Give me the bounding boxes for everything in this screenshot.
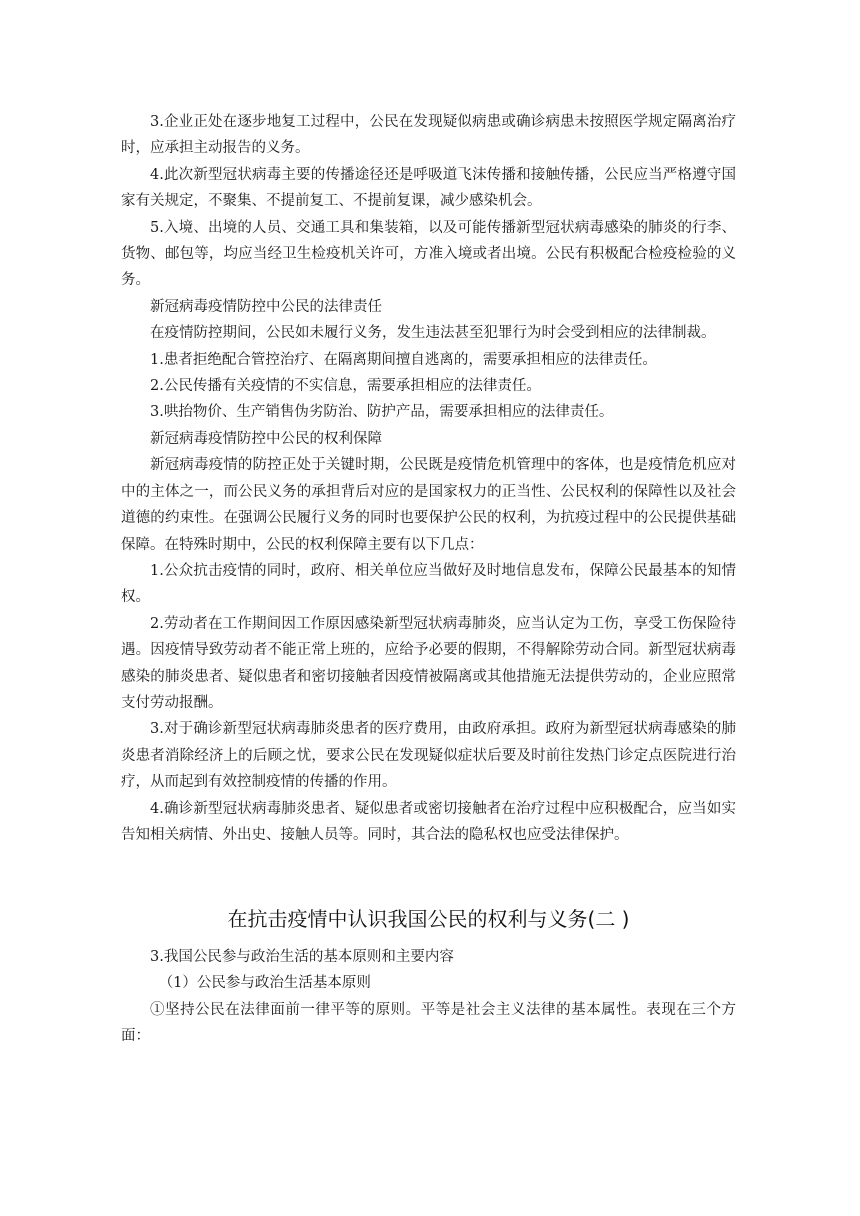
list-item: 4.确诊新型冠状病毒肺炎患者、疑似患者或密切接触者在治疗过程中应积极配合，应当如实告知相关病情、外出史、接触人员等。同时，其合法的隐私权也应受法律保护。	[121, 800, 736, 843]
subsection-title: 新冠病毒疫情防控中公民的法律责任	[150, 298, 382, 315]
paragraph: （1）公民参与政治生活基本原则	[158, 975, 371, 992]
body-text-section-1	[121, 109, 736, 848]
paragraph: ①坚持公民在法律面前一律平等的原则。平等是社会主义法律的基本属性。表现在三个方面：	[121, 1001, 736, 1045]
list-item: 1.患者拒绝配合管控治疗、在隔离期间擅自逃离的，需要承担相应的法律责任。	[150, 351, 657, 368]
subsection-title: 新冠病毒疫情防控中公民的权利保障	[150, 430, 382, 447]
list-item: 2.公民传播有关疫情的不实信息，需要承担相应的法律责任。	[150, 378, 541, 395]
body-text-section-2	[121, 944, 736, 1050]
paragraph: 在疫情防控期间，公民如未履行义务，发生违法甚至犯罪行为时会受到相应的法律制裁。	[150, 325, 716, 342]
section-heading: 在抗击疫情中认识我国公民的权利与义务(二 )	[227, 907, 630, 931]
paragraph: 3.企业正处在逐步地复工过程中，公民在发现疑似病患或确诊病患未按照医学规定隔离治疗时，应承担主动报告的义务。	[121, 114, 736, 157]
list-item: 2.劳动者在工作期间因工作原因感染新型冠状病毒肺炎，应当认定为工伤，享受工伤保险待遇。因疫情导致劳动者不能正常上班的，应给予必要的假期，不得解除劳动合同。新型冠状病毒感染的肺炎患者、疑似患者和密切接触者因疫情被隔离或其他措施无法提供劳动的，企业应照常支付劳动报酬。	[121, 615, 736, 711]
list-item: 3.对于确诊新型冠状病毒肺炎患者的医疗费用，由政府承担。政府为新型冠状病毒感染的肺炎患者消除经济上的后顾之忧，要求公民在发现疑似症状后要及时前往发热门诊定点医院进行治疗，从而起到有效控制疫情的传播的作用。	[121, 721, 736, 791]
list-item: 1.公众抗击疫情的同时，政府、相关单位应当做好及时地信息发布，保障公民最基本的知情权。	[121, 562, 736, 606]
paragraph: 4.此次新型冠状病毒主要的传播途径还是呼吸道飞沫传播和接触传播，公民应当严格遵守国家有关规定，不聚集、不提前复工、不提前复课，减少感染机会。	[121, 166, 736, 210]
list-item: 3.哄抬物价、生产销售伪劣防治、防护产品，需要承担相应的法律责任。	[150, 404, 614, 421]
paragraph: 新冠病毒疫情的防控正处于关键时期，公民既是疫情危机管理中的客体，也是疫情危机应对中的主体之一，而公民义务的承担背后对应的是国家权力的正当性、公民权利的保障性以及社会道德的约束性。在强调公民履行义务的同时也要保护公民的权利，为抗疫过程中的公民提供基础保障。在特殊时期中，公民的权利保障主要有以下几点：	[121, 457, 736, 553]
paragraph: 3.我国公民参与政治生活的基本原则和主要内容	[150, 949, 454, 965]
paragraph: 5.入境、出境的人员、交通工具和集装箱，以及可能传播新型冠状病毒感染的肺炎的行李、货物、邮包等，均应当经卫生检疫机关许可，方准入境或者出境。公民有积极配合检疫检验的义务。	[121, 219, 736, 289]
